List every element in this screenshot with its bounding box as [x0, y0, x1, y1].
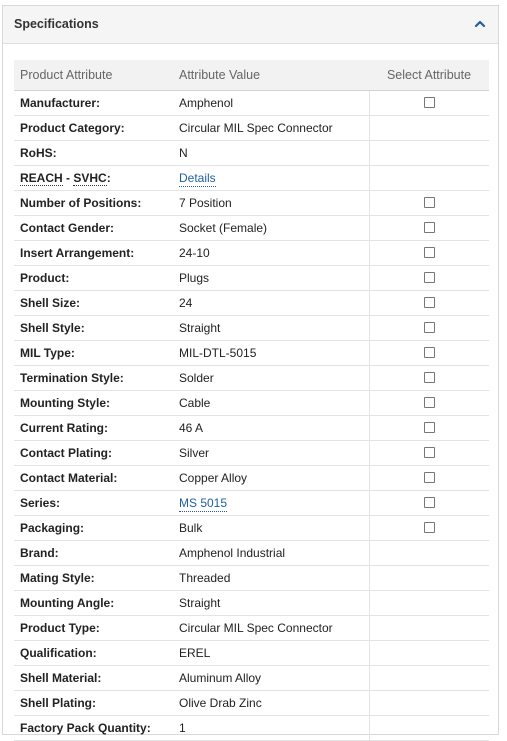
table-row: [14, 91, 489, 116]
attribute-name-cell: Series:: [14, 491, 173, 516]
table-row: [14, 591, 489, 616]
select-attribute-checkbox[interactable]: [424, 297, 435, 308]
attribute-name-cell: Qualification:: [14, 641, 173, 666]
select-attribute-cell: [369, 91, 489, 116]
select-attribute-checkbox[interactable]: [424, 322, 435, 333]
attribute-name-cell: Packaging:: [14, 516, 173, 541]
attribute-name-cell: Product:: [14, 266, 173, 291]
attribute-value-cell: EREL: [173, 641, 369, 666]
attribute-name-cell: Current Rating:: [14, 416, 173, 441]
attribute-name-cell: Factory Pack Quantity:: [14, 716, 173, 741]
table-row: [14, 491, 489, 516]
select-attribute-checkbox[interactable]: [424, 397, 435, 408]
select-attribute-checkbox[interactable]: [424, 422, 435, 433]
specifications-panel: [2, 5, 499, 735]
attribute-value-cell: Cable: [173, 391, 369, 416]
table-body: [14, 91, 489, 741]
attribute-value-cell: Solder: [173, 366, 369, 391]
select-attribute-cell: [369, 616, 489, 641]
select-attribute-checkbox[interactable]: [424, 222, 435, 233]
table-row: [14, 116, 489, 141]
select-attribute-checkbox[interactable]: [424, 247, 435, 258]
attribute-value-cell: Aluminum Alloy: [173, 666, 369, 691]
attribute-name-cell: Contact Material:: [14, 466, 173, 491]
attribute-name-cell: Insert Arrangement:: [14, 241, 173, 266]
table-row: [14, 266, 489, 291]
select-attribute-cell: [369, 166, 489, 191]
series-link[interactable]: MS 5015: [179, 496, 228, 510]
attribute-value-cell: Circular MIL Spec Connector: [173, 616, 369, 641]
select-attribute-cell: [369, 416, 489, 441]
svhc-abbr: SVHC: [73, 171, 107, 185]
attribute-name-cell: Shell Style:: [14, 316, 173, 341]
table-row: [14, 341, 489, 366]
attribute-name-cell: MIL Type:: [14, 341, 173, 366]
table-row: [14, 616, 489, 641]
select-attribute-cell: [369, 666, 489, 691]
attribute-name-cell: Shell Material:: [14, 666, 173, 691]
table-row: [14, 216, 489, 241]
attribute-value-cell: [173, 491, 369, 516]
attribute-name-cell: Product Category:: [14, 116, 173, 141]
table-row: [14, 191, 489, 216]
table-row: [14, 641, 489, 666]
attribute-value-cell: 1: [173, 716, 369, 741]
select-attribute-cell: [369, 541, 489, 566]
attribute-name-cell: Manufacturer:: [14, 91, 173, 116]
panel-title: Specifications: [14, 17, 99, 31]
attribute-value-cell: Straight: [173, 591, 369, 616]
select-attribute-cell: [369, 341, 489, 366]
attribute-value-cell: 46 A: [173, 416, 369, 441]
attribute-value-cell: Threaded: [173, 566, 369, 591]
attribute-value-cell: Socket (Female): [173, 216, 369, 241]
select-attribute-cell: [369, 466, 489, 491]
details-link[interactable]: Details: [179, 171, 216, 185]
select-attribute-cell: [369, 241, 489, 266]
table-header-row: [14, 60, 489, 91]
select-attribute-checkbox[interactable]: [424, 372, 435, 383]
select-attribute-cell: [369, 591, 489, 616]
attribute-name-cell: Brand:: [14, 541, 173, 566]
attribute-name-cell: Shell Plating:: [14, 691, 173, 716]
select-attribute-cell: [369, 266, 489, 291]
select-attribute-checkbox[interactable]: [424, 497, 435, 508]
header-attribute-value: Attribute Value: [173, 60, 369, 91]
attribute-name-cell: Mounting Style:: [14, 391, 173, 416]
header-product-attribute: Product Attribute: [14, 60, 173, 91]
select-attribute-checkbox[interactable]: [424, 522, 435, 533]
select-attribute-cell: [369, 366, 489, 391]
select-attribute-cell: [369, 516, 489, 541]
reach-abbr: REACH: [20, 171, 63, 185]
select-attribute-cell: [369, 316, 489, 341]
attribute-value-cell: Plugs: [173, 266, 369, 291]
attribute-value-cell: Amphenol Industrial: [173, 541, 369, 566]
select-attribute-cell: [369, 441, 489, 466]
chevron-up-icon[interactable]: [474, 18, 486, 30]
table-row: [14, 416, 489, 441]
select-attribute-cell: [369, 566, 489, 591]
panel-header[interactable]: [3, 6, 498, 44]
attribute-value-cell: Bulk: [173, 516, 369, 541]
table-row: [14, 566, 489, 591]
table-row: [14, 241, 489, 266]
attribute-name-cell: RoHS:: [14, 141, 173, 166]
attribute-name-cell: REACH - SVHC:: [14, 166, 173, 191]
attribute-value-cell: Straight: [173, 316, 369, 341]
attribute-name-cell: Mating Style:: [14, 566, 173, 591]
specifications-table-wrapper: [14, 60, 489, 741]
attribute-name-cell: Mounting Angle:: [14, 591, 173, 616]
attribute-value-cell: Copper Alloy: [173, 466, 369, 491]
attribute-value-cell: Olive Drab Zinc: [173, 691, 369, 716]
table-row: [14, 441, 489, 466]
select-attribute-cell: [369, 141, 489, 166]
select-attribute-checkbox[interactable]: [424, 272, 435, 283]
select-attribute-cell: [369, 491, 489, 516]
table-row: [14, 316, 489, 341]
select-attribute-cell: [369, 691, 489, 716]
attribute-value-cell: N: [173, 141, 369, 166]
table-row: [14, 291, 489, 316]
attribute-value-cell: MIL-DTL-5015: [173, 341, 369, 366]
attribute-value-cell: [173, 166, 369, 191]
attribute-name-cell: Product Type:: [14, 616, 173, 641]
attribute-name-cell: Termination Style:: [14, 366, 173, 391]
table-row: [14, 366, 489, 391]
attribute-name-cell: Shell Size:: [14, 291, 173, 316]
attribute-name-cell: Contact Plating:: [14, 441, 173, 466]
table-row: [14, 716, 489, 741]
select-attribute-cell: [369, 116, 489, 141]
select-attribute-checkbox[interactable]: [424, 447, 435, 458]
table-row: [14, 541, 489, 566]
table-row: [14, 516, 489, 541]
table-row: [14, 166, 489, 191]
select-attribute-cell: [369, 291, 489, 316]
select-attribute-cell: [369, 191, 489, 216]
attribute-value-cell: Circular MIL Spec Connector: [173, 116, 369, 141]
attribute-value-cell: 7 Position: [173, 191, 369, 216]
table-row: [14, 691, 489, 716]
specifications-table: [14, 60, 489, 741]
table-row: [14, 141, 489, 166]
select-attribute-checkbox[interactable]: [424, 472, 435, 483]
attribute-name-cell: Contact Gender:: [14, 216, 173, 241]
attribute-name-cell: Number of Positions:: [14, 191, 173, 216]
attribute-value-cell: 24-10: [173, 241, 369, 266]
table-row: [14, 466, 489, 491]
select-attribute-checkbox[interactable]: [424, 197, 435, 208]
header-select-attribute: Select Attribute: [369, 60, 489, 91]
table-row: [14, 666, 489, 691]
select-attribute-cell: [369, 216, 489, 241]
select-attribute-cell: [369, 391, 489, 416]
select-attribute-cell: [369, 716, 489, 741]
attribute-value-cell: Silver: [173, 441, 369, 466]
attribute-value-cell: Amphenol: [173, 91, 369, 116]
table-row: [14, 391, 489, 416]
select-attribute-checkbox[interactable]: [424, 347, 435, 358]
select-attribute-cell: [369, 641, 489, 666]
attribute-value-cell: 24: [173, 291, 369, 316]
select-attribute-checkbox[interactable]: [424, 97, 435, 108]
